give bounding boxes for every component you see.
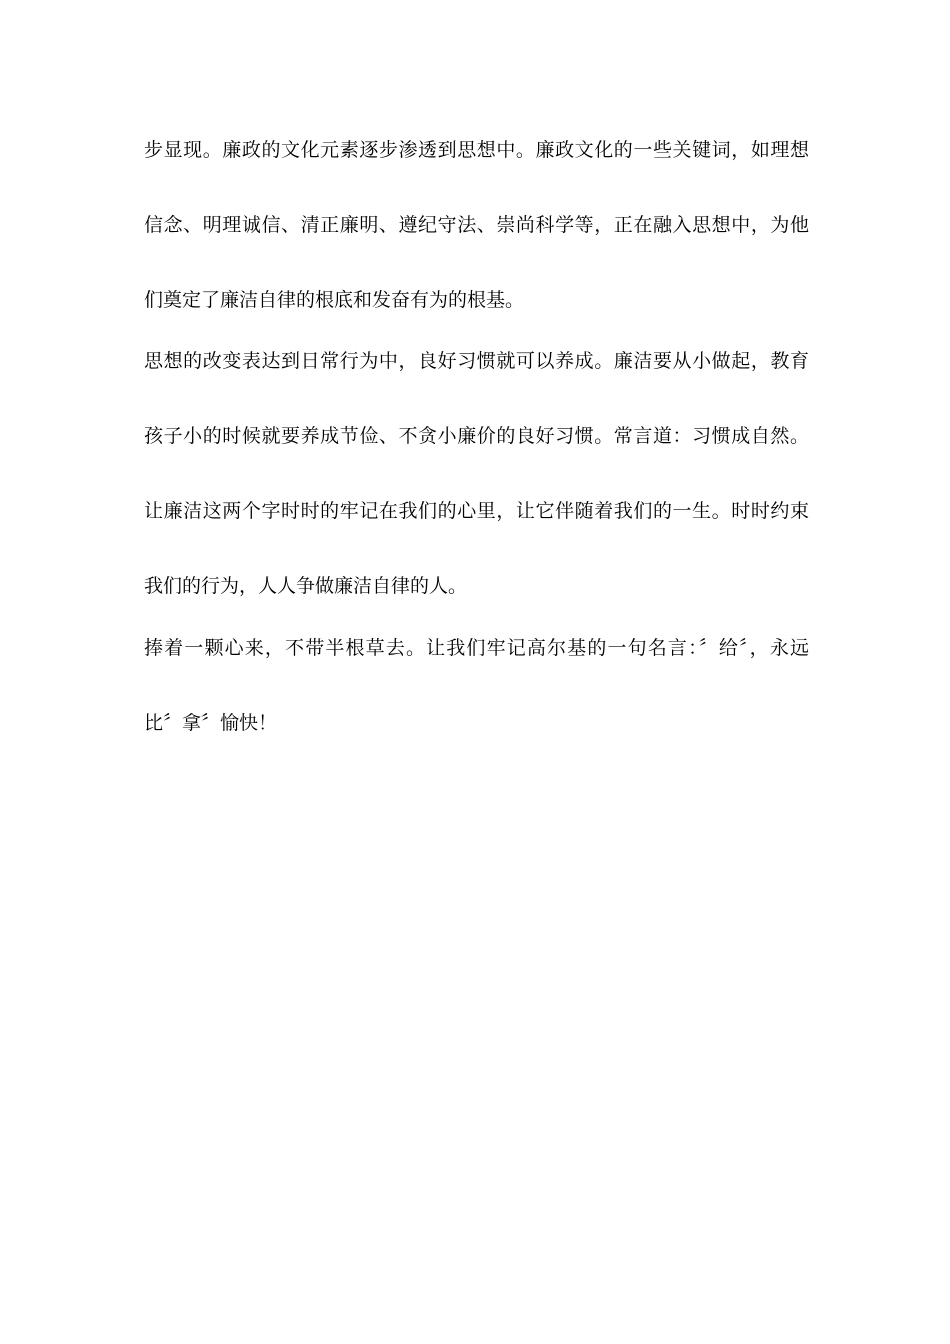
paragraph-2-line-2: 孩子小的时候就要养成节俭、不贪小廉价的良好习惯。常言道：习惯成自然。	[144, 425, 809, 447]
paragraph-2-line-1: 思想的改变表达到日常行为中，良好习惯就可以养成。廉洁要从小做起，教育	[144, 350, 809, 372]
paragraph-3-line-2: 比〞拿〞愉快！	[144, 712, 278, 734]
paragraph-3-line-1: 捧着一颗心来，不带半根草去。让我们牢记高尔基的一句名言：〞给〞，永远	[144, 637, 809, 659]
paragraph-2-line-4: 我们的行为，人人争做廉洁自律的人。	[144, 575, 468, 597]
paragraph-1-line-1: 步显现。廉政的文化元素逐步渗透到思想中。廉政文化的一些关键词，如理想	[144, 139, 809, 161]
paragraph-1-line-2: 信念、明理诚信、清正廉明、遵纪守法、崇尚科学等，正在融入思想中，为他	[144, 214, 809, 236]
paragraph-1-line-3: 们奠定了廉洁自律的根底和发奋有为的根基。	[144, 289, 525, 311]
paragraph-2-line-3: 让廉洁这两个字时时的牢记在我们的心里，让它伴随着我们的一生。时时约束	[144, 500, 809, 522]
